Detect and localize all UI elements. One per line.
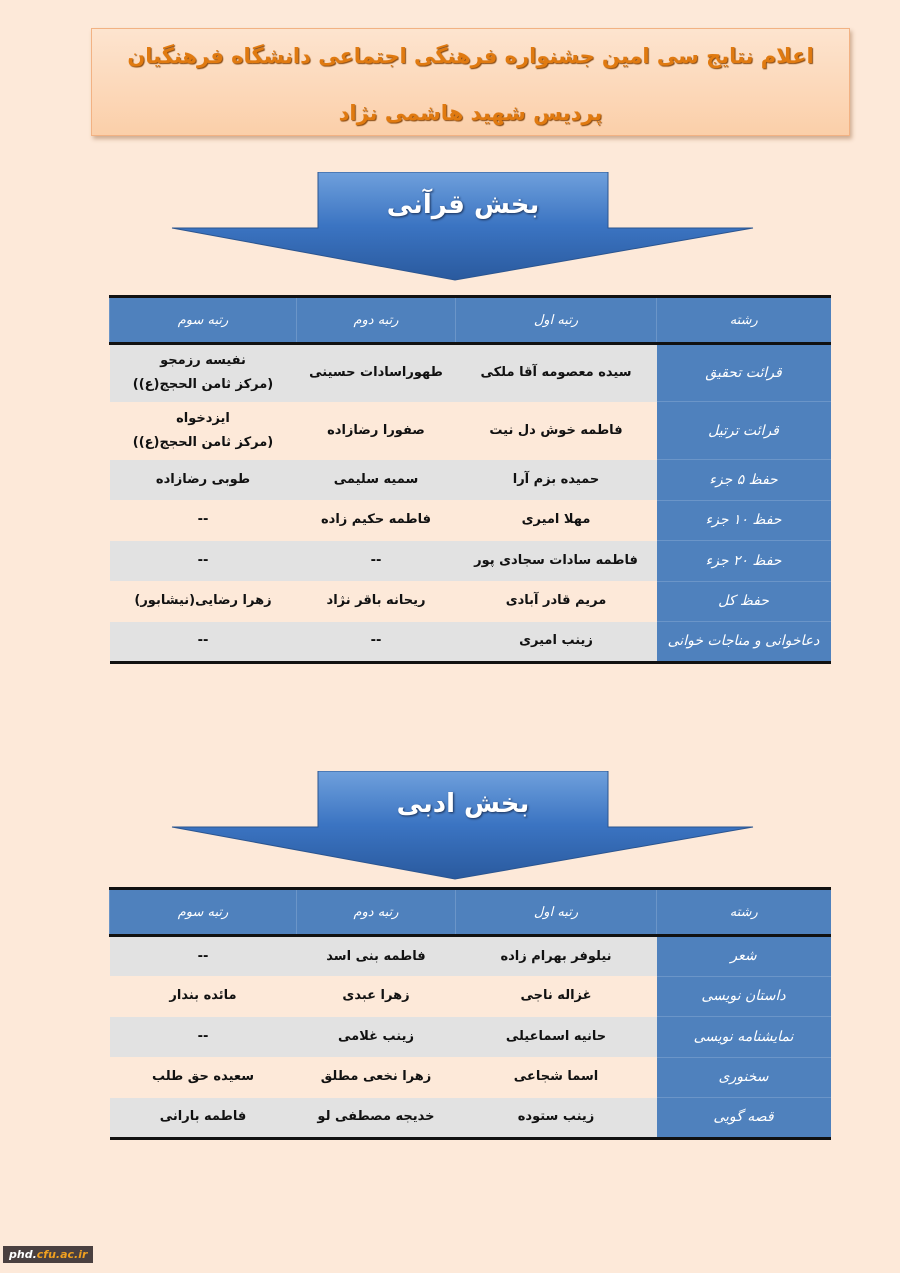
winner-cell: زهرا نخعی مطلق — [297, 1057, 456, 1098]
winner-cell: زینب غلامی — [297, 1017, 456, 1058]
winner-cell: مائده بندار — [110, 976, 297, 1017]
winner-cell: -- — [110, 1017, 297, 1058]
winner-cell: فاطمه حکیم زاده — [297, 500, 456, 541]
category-cell: دعاخوانی و مناجات خوانی — [657, 622, 831, 663]
section-title: بخش ادبی — [396, 789, 530, 819]
winner-cell: ایزدخواه (مرکز ثامن الحجج(ع)) — [110, 402, 297, 460]
table-row — [110, 344, 831, 402]
column-header: رتبه سوم — [110, 889, 297, 936]
category-cell: حفظ ۵ جزء — [657, 460, 831, 501]
winner-cell: مهلا امیری — [456, 500, 657, 541]
category-cell: قرائت ترتیل — [657, 402, 831, 460]
winner-cell: -- — [297, 622, 456, 663]
winner-cell: طهوراسادات حسینی — [297, 344, 456, 402]
column-header: رتبه دوم — [297, 297, 456, 344]
winner-cell: حمیده بزم آرا — [456, 460, 657, 501]
table-header-row — [110, 297, 831, 344]
column-header: رتبه سوم — [110, 297, 297, 344]
table-row — [110, 936, 831, 977]
winner-cell: زهرا عبدی — [297, 976, 456, 1017]
winner-cell: صفورا رضازاده — [297, 402, 456, 460]
category-cell: نمایشنامه نویسی — [657, 1017, 831, 1058]
winner-cell: -- — [110, 936, 297, 977]
category-cell: سخنوری — [657, 1057, 831, 1098]
category-cell: قصه گویی — [657, 1098, 831, 1139]
watermark-part2: cfu.ac.ir — [36, 1248, 88, 1261]
section-banner-quran — [170, 172, 756, 284]
column-header: رتبه اول — [456, 297, 657, 344]
winner-cell: فاطمه بنی اسد — [297, 936, 456, 977]
winner-cell: فاطمه بارانی — [110, 1098, 297, 1139]
page-subtitle: پردیس شهید هاشمی نژاد — [338, 101, 603, 125]
column-header: رشته — [657, 889, 831, 936]
winner-cell: -- — [110, 541, 297, 582]
winner-cell: سمیه سلیمی — [297, 460, 456, 501]
table-row — [110, 622, 831, 663]
winner-cell: زهرا رضایی(نیشابور) — [110, 581, 297, 622]
category-cell: قرائت تحقیق — [657, 344, 831, 402]
column-header: رشته — [657, 297, 831, 344]
watermark-part1: phd. — [9, 1248, 37, 1261]
table-row — [110, 402, 831, 460]
category-cell: داستان نویسی — [657, 976, 831, 1017]
winner-cell: ریحانه باقر نژاد — [297, 581, 456, 622]
winner-cell: نیلوفر بهرام زاده — [456, 936, 657, 977]
section-title: بخش قرآنی — [386, 190, 540, 220]
table-row — [110, 541, 831, 582]
table-row — [110, 500, 831, 541]
table-row — [110, 1057, 831, 1098]
category-cell: شعر — [657, 936, 831, 977]
page-title: اعلام نتایج سی امین جشنواره فرهنگی اجتماعی دانشگاه فرهنگیان — [127, 44, 814, 68]
section-banner-literary — [170, 771, 756, 883]
column-header: رتبه دوم — [297, 889, 456, 936]
category-cell: حفظ ۲۰ جزء — [657, 541, 831, 582]
winner-cell: فاطمه سادات سجادی پور — [456, 541, 657, 582]
table-row — [110, 1017, 831, 1058]
results-table-literary — [109, 887, 831, 1140]
winner-cell: اسما شجاعی — [456, 1057, 657, 1098]
winner-cell: -- — [110, 622, 297, 663]
winner-cell: فاطمه خوش دل نیت — [456, 402, 657, 460]
title-box — [91, 28, 850, 136]
table-header-row — [110, 889, 831, 936]
column-header: رتبه اول — [456, 889, 657, 936]
winner-cell: زینب ستوده — [456, 1098, 657, 1139]
winner-cell: حانیه اسماعیلی — [456, 1017, 657, 1058]
category-cell: حفظ کل — [657, 581, 831, 622]
table-row — [110, 581, 831, 622]
winner-cell: سیده معصومه آقا ملکی — [456, 344, 657, 402]
winner-cell: -- — [297, 541, 456, 582]
winner-cell: -- — [110, 500, 297, 541]
table-row — [110, 976, 831, 1017]
watermark — [3, 1246, 93, 1263]
winner-cell: خدیجه مصطفی لو — [297, 1098, 456, 1139]
category-cell: حفظ ۱۰ جزء — [657, 500, 831, 541]
table-row — [110, 1098, 831, 1139]
results-table-quran — [109, 295, 831, 664]
table-row — [110, 460, 831, 501]
winner-cell: سعیده حق طلب — [110, 1057, 297, 1098]
winner-cell: طوبی رضازاده — [110, 460, 297, 501]
winner-cell: مریم قادر آبادی — [456, 581, 657, 622]
winner-cell: نفیسه رزمجو (مرکز ثامن الحجج(ع)) — [110, 344, 297, 402]
winner-cell: زینب امیری — [456, 622, 657, 663]
winner-cell: غزاله ناجی — [456, 976, 657, 1017]
